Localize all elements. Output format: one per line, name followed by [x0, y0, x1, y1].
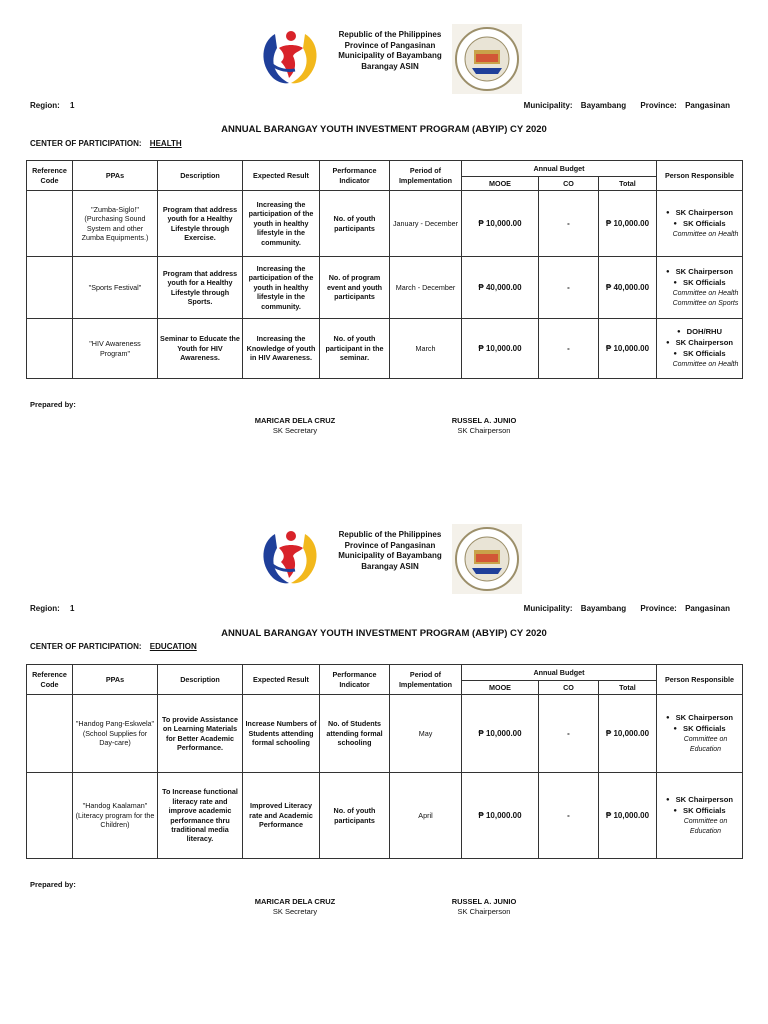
- period-cell: March: [390, 319, 462, 379]
- committee-text: Committee on Health Committee on Sports: [672, 289, 739, 307]
- col-ppas: PPAs: [73, 161, 158, 191]
- document-title: ANNUAL BARANGAY YOUTH INVESTMENT PROGRAM (ABYIP) CY 2020: [221, 124, 547, 135]
- col-indicator: Performance Indicator: [320, 161, 390, 191]
- col-budget: Annual Budget: [462, 665, 657, 681]
- municipal-seal-icon: [452, 24, 522, 94]
- co-cell: -: [539, 257, 599, 319]
- person-cell: [657, 773, 743, 859]
- table-row: [27, 773, 743, 859]
- header-line: Barangay ASIN: [361, 61, 419, 71]
- description-cell: Program that address youth for a Healthy Lifestyle through Exercise.: [158, 191, 243, 257]
- total-cell: ₱ 40,000.00: [599, 257, 657, 319]
- ppa-cell: "HIV Awareness Program": [73, 319, 158, 379]
- col-person: Person Responsible: [657, 161, 743, 191]
- total-cell: ₱ 10,000.00: [599, 695, 657, 773]
- mooe-cell: ₱ 10,000.00: [462, 773, 539, 859]
- result-cell: Increasing the Knowledge of youth in HIV Awareness.: [243, 319, 320, 379]
- person-item: ● SK Chairperson: [659, 795, 740, 806]
- region-row: [30, 604, 730, 616]
- mooe-cell: ₱ 10,000.00: [462, 191, 539, 257]
- ref-cell: [27, 319, 73, 379]
- committee-text: Committee on Health: [672, 230, 739, 238]
- header-line: Province of Pangasinan: [344, 40, 436, 50]
- col-period: Period of Implementation: [390, 161, 462, 191]
- period-cell: March - December: [390, 257, 462, 319]
- province-label: Province:: [640, 604, 677, 613]
- header-line: Barangay ASIN: [361, 561, 419, 571]
- province-value: Pangasinan: [685, 101, 730, 110]
- region-label: Region:: [30, 604, 60, 613]
- indicator-cell: No. of youth participant in the seminar.: [320, 319, 390, 379]
- person-item: ● SK Chairperson: [659, 713, 740, 724]
- prepared-by-label: Prepared by:: [30, 880, 76, 889]
- municipality-label: Municipality:: [523, 101, 573, 110]
- ppa-cell: "Handog Kaalaman" (Literacy program for the Children): [73, 773, 158, 859]
- signatory-name: RUSSEL A. JUNIO: [451, 416, 517, 425]
- col-result: Expected Result: [243, 161, 320, 191]
- col-total: Total: [599, 681, 657, 695]
- investment-table: [26, 160, 743, 379]
- letterhead: [0, 22, 768, 102]
- period-cell: April: [390, 773, 462, 859]
- province-value: Pangasinan: [685, 604, 730, 613]
- co-cell: -: [539, 319, 599, 379]
- mooe-cell: ₱ 40,000.00: [462, 257, 539, 319]
- province-label: Province:: [640, 101, 677, 110]
- person-item: ● SK Chairperson: [659, 267, 740, 278]
- person-item: ● SK Officials: [659, 724, 740, 735]
- person-item: ● SK Officials: [659, 806, 740, 817]
- region: [30, 101, 74, 110]
- person-cell: [657, 257, 743, 319]
- total-cell: ₱ 10,000.00: [599, 319, 657, 379]
- municipality-province: [518, 101, 730, 110]
- government-header-text: [320, 30, 460, 72]
- signatory-role: SK Secretary: [272, 907, 318, 916]
- region-value: 1: [70, 101, 75, 110]
- header-line: Municipality of Bayambang: [338, 551, 442, 560]
- sk-logo-icon: [255, 526, 325, 588]
- col-result: Expected Result: [243, 665, 320, 695]
- region: [30, 604, 74, 613]
- period-cell: January - December: [390, 191, 462, 257]
- total-cell: ₱ 10,000.00: [599, 773, 657, 859]
- cop-label: CENTER OF PARTICIPATION:: [30, 642, 142, 651]
- ref-cell: [27, 191, 73, 257]
- center-of-participation: [30, 642, 197, 651]
- col-person: Person Responsible: [657, 665, 743, 695]
- cop-value: EDUCATION: [149, 642, 197, 651]
- indicator-cell: No. of program event and youth participants: [320, 257, 390, 319]
- ppa-cell: "Sports Festival": [73, 257, 158, 319]
- center-of-participation: [30, 139, 182, 148]
- description-cell: Seminar to Educate the Youth for HIV Awareness.: [158, 319, 243, 379]
- table-row: [27, 695, 743, 773]
- total-cell: ₱ 10,000.00: [599, 191, 657, 257]
- signatory-secretary: [225, 416, 365, 436]
- table-row: [27, 319, 743, 379]
- person-item: ● DOH/RHU: [659, 327, 740, 338]
- col-desc: Description: [158, 665, 243, 695]
- cop-label: CENTER OF PARTICIPATION:: [30, 139, 142, 148]
- region-label: Region:: [30, 101, 60, 110]
- col-period: Period of Implementation: [390, 665, 462, 695]
- table-row: [27, 191, 743, 257]
- col-budget: Annual Budget: [462, 161, 657, 177]
- municipality-value: Bayambang: [580, 604, 627, 613]
- result-cell: Increasing the participation of the youth in healthy lifestyle in the community.: [243, 191, 320, 257]
- col-desc: Description: [158, 161, 243, 191]
- period-cell: May: [390, 695, 462, 773]
- committee-text: Committee on Education: [683, 817, 728, 835]
- col-ref: Reference Code: [27, 161, 73, 191]
- indicator-cell: No. of youth participants: [320, 773, 390, 859]
- person-item: ● SK Officials: [659, 278, 740, 289]
- ref-cell: [27, 773, 73, 859]
- signatory-role: SK Secretary: [272, 426, 318, 435]
- person-cell: [657, 191, 743, 257]
- col-total: Total: [599, 177, 657, 191]
- region-row: [30, 101, 730, 113]
- municipality-value: Bayambang: [580, 101, 627, 110]
- indicator-cell: No. of Students attending formal schooling: [320, 695, 390, 773]
- col-mooe: MOOE: [462, 681, 539, 695]
- committee-text: Committee on Education: [683, 735, 728, 753]
- person-cell: [657, 319, 743, 379]
- region-value: 1: [70, 604, 75, 613]
- description-cell: Program that address youth for a Healthy Lifestyle through Sports.: [158, 257, 243, 319]
- person-item: ● SK Chairperson: [659, 208, 740, 219]
- letterhead: [0, 522, 768, 602]
- col-co: CO: [539, 177, 599, 191]
- signatory-secretary: [225, 897, 365, 917]
- header-line: Municipality of Bayambang: [338, 51, 442, 60]
- municipality-label: Municipality:: [523, 604, 573, 613]
- ref-cell: [27, 695, 73, 773]
- co-cell: -: [539, 191, 599, 257]
- table-row: [27, 257, 743, 319]
- investment-table: [26, 664, 743, 859]
- result-cell: Increase Numbers of Students attending formal schooling: [243, 695, 320, 773]
- signatory-role: SK Chairperson: [457, 426, 511, 435]
- signatory-chairperson: [414, 416, 554, 436]
- col-mooe: MOOE: [462, 177, 539, 191]
- person-cell: [657, 695, 743, 773]
- person-item: ● SK Officials: [659, 219, 740, 230]
- committee-text: Committee on Health: [672, 361, 739, 368]
- cop-value: HEALTH: [149, 139, 182, 148]
- indicator-cell: No. of youth participants: [320, 191, 390, 257]
- mooe-cell: ₱ 10,000.00: [462, 695, 539, 773]
- signatory-name: RUSSEL A. JUNIO: [451, 897, 517, 906]
- sk-logo-icon: [255, 26, 325, 88]
- header-line: Republic of the Philippines: [338, 30, 442, 39]
- signatory-name: MARICAR DELA CRUZ: [254, 416, 336, 425]
- result-cell: Increasing the participation of the youth in healthy lifestyle in the community.: [243, 257, 320, 319]
- result-cell: Improved Literacy rate and Academic Performance: [243, 773, 320, 859]
- municipal-seal-icon: [452, 524, 522, 594]
- col-indicator: Performance Indicator: [320, 665, 390, 695]
- header-line: Province of Pangasinan: [344, 540, 436, 550]
- description-cell: To provide Assistance on Learning Materials for Better Academic Performance.: [158, 695, 243, 773]
- person-item: ● SK Chairperson: [659, 338, 740, 349]
- government-header-text: [320, 530, 460, 572]
- col-ppas: PPAs: [73, 665, 158, 695]
- col-ref: Reference Code: [27, 665, 73, 695]
- prepared-by-label: Prepared by:: [30, 400, 76, 409]
- ref-cell: [27, 257, 73, 319]
- header-line: Republic of the Philippines: [338, 530, 442, 539]
- col-co: CO: [539, 681, 599, 695]
- co-cell: -: [539, 695, 599, 773]
- ppa-cell: "Zumba-Siglo!" (Purchasing Sound System and other Zumba Equipments.): [73, 191, 158, 257]
- municipality-province: [518, 604, 730, 613]
- co-cell: -: [539, 773, 599, 859]
- person-item: ● SK Officials: [659, 349, 740, 360]
- signatory-name: MARICAR DELA CRUZ: [254, 897, 336, 906]
- signatory-role: SK Chairperson: [457, 907, 511, 916]
- ppa-cell: "Handog Pang-Eskwela" (School Supplies for Day-care): [73, 695, 158, 773]
- document-title: ANNUAL BARANGAY YOUTH INVESTMENT PROGRAM (ABYIP) CY 2020: [221, 628, 547, 639]
- signatory-chairperson: [414, 897, 554, 917]
- description-cell: To Increase functional literacy rate and improve academic performance thru traditional media literacy.: [158, 773, 243, 859]
- mooe-cell: ₱ 10,000.00: [462, 319, 539, 379]
